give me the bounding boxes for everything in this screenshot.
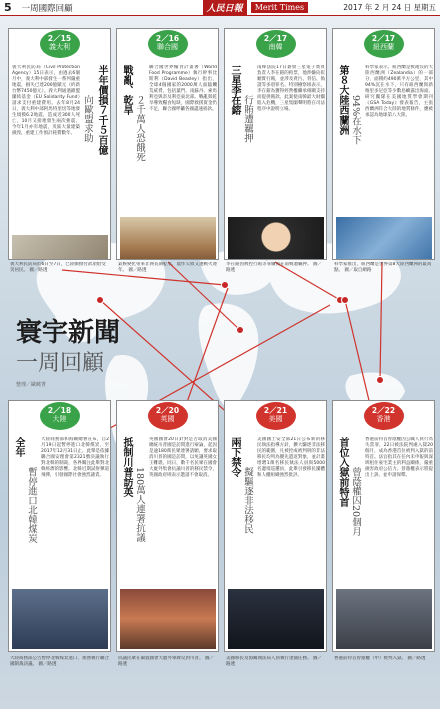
date-badge: 2／17 紐西蘭 [364,30,404,58]
date-badge: 2／20 英國 [148,402,188,430]
card-subheadline: ２千萬人恐餓死 [134,95,145,162]
date-badge: 2／18 大陸 [40,402,80,430]
card-body: 美國國土安全部21日公布新的移民執法指導方針，擴大驅逐非法移民的範圍，凡被控或被判刑的非法移民均列為優先遣返對象，並計畫增聘1萬名移民執法人員與5000名邊境巡邏員，此舉引發移民團體和人權組織強烈批評。 [257,437,325,478]
map-pin-usa [96,296,104,304]
merit-times-logo: Merit Times [251,2,308,13]
card-photo [336,589,432,649]
card-caption: 美國移民及海關執法局人員執行逮捕任務。 圖／路透 [226,656,322,667]
feature-subtitle: 一周回顧 [16,351,105,376]
card-body: 南韓法院17日簽發三星電子實質負責人李在鎔的拘票，他涉嫌向崔順實行賄，並涉及貪污、背信、偽證等多項罪名。特別檢察組表示，李在鎔為獲得經營權繼承相關支持而提供賄款。此案使南韓最大財團陷入危機，三星集團聲明將在司法程序中說明立場。 [257,65,325,112]
map-pin-africa [236,326,244,334]
map-pin-italy [221,281,229,289]
date-badge: 2／15 義大利 [40,30,80,58]
news-card-un [116,28,219,260]
map-pin-hongkong [341,296,349,304]
card-body: 英國國會20日針對是否取消美國總統川普國是訪問進行辯論，起因是逾180萬民眾連署請願，要求取消川普的國是訪問，以免讓英國女王難堪。同日，數千名民眾在國會大廈外集會抗議川普的移民禁令，英國政府則表示邀請不會取消。 [149,437,217,478]
card-body: 義大利民防局（Civil Protection Agency）15日表示，由過去6個月中，義大利中部發生一系列嚴重地震，損失已達200億歐元（約新台幣7450億元）。義大利通過歐盟團結基金（EU Solidarity Fund）請求支付重建費用。去年8月24日，義大利中部阿馬特里切等地發生規模6.2地震，造成近300人死亡，10月又接連發生兩次強震，今年1月亦有地震，災區大量建築損毀，重建工作預計耗費數年。 [12,65,80,136]
card-headline: 全年 [13,437,24,457]
news-card-newzealand [332,28,435,260]
news-card-usa [224,400,327,652]
card-subheadline: 行賄遭羈押 [242,95,253,143]
card-headline: 首位入獄前特首 [337,437,348,507]
card-headline: 三星李在鎔 [229,65,240,115]
card-headline: 半年價損７千５百億 [96,65,107,155]
card-subheadline: 向歐盟求助 [82,95,93,143]
card-caption: 香港前特首曾蔭權（中）被判入獄。 圖／路透 [334,656,426,661]
news-card-china [8,400,111,652]
date-badge: 2／22 香港 [364,402,404,430]
issue-date: 2017 年 2 月 24 日 星期五 [343,3,436,12]
news-card-hongkong [332,400,435,652]
card-headline: 戰亂、乾旱 [121,65,132,115]
section-title: 一周國際回顧 [21,3,73,14]
date-badge: 2／17 南韓 [256,30,296,58]
card-subheadline: 94%在水下 [350,95,361,145]
feature-editor: 整理／歐曉菁 [16,382,47,388]
card-caption: 氣候變化帶來非洲長期乾旱，農作欠收又逢戰火連年。 圖／路透 [118,262,217,273]
card-photo [228,217,324,260]
news-card-italy [8,28,111,260]
card-headline: 抵制川普訪英 [121,437,132,497]
page-number: 5 [4,1,12,14]
card-subheadline: 曾蔭權囚20個月 [350,467,361,537]
date-badge: 2／21 美國 [256,402,296,430]
card-subheadline: 180萬人連署抗議 [134,467,145,543]
card-photo [12,589,108,649]
card-body: 大陸商務部和海關總署宣布，自2月19日起暫停進口北韓煤炭，至2017年12月31日止。此舉是依據聯合國安理會第2321號決議執行對北韓的制裁，各界關注此舉對北韓經濟的影響。北韓近期試射彈道飛彈，引發國際社會強烈譴責。 [41,437,109,478]
card-subheadline: 擬驅逐非法移民 [242,467,253,534]
date-badge: 2／16 聯合國 [148,30,188,58]
map-pin-newzealand [376,376,384,384]
card-photo [120,589,216,649]
card-body: 科學家表示，紐西蘭是被淹沒的大陸西蘭洲（Zealandia）的一部分，面積約490萬平方公里，其中94%沉在水下，只有紐西蘭與新喀里多尼亞等少數島嶼露出海面。研究團隊在美國地質學會期刊《GSA Today》發表報告，主張西蘭洲符合大陸的地質條件，應被承認為地球第八大陸。 [365,65,433,118]
card-photo [336,217,432,260]
card-caption: 義大利民防局於6日至7日，已陸續撥付款項給受災居民。 圖／路透 [10,262,106,273]
news-card-uk [116,400,219,652]
card-caption: 大陸商務部公告暫停北韓煤炭進口，加強執行聯合國制裁決議。 圖／路透 [10,656,109,667]
card-headline: 第８大陸西蘭洲 [337,65,348,135]
card-photo [12,235,108,260]
news-card-korea [224,28,327,260]
card-photo [228,589,324,649]
card-subheadline: 暫停進口北韓煤炭 [26,467,37,543]
card-caption: 李在鎔因被控行賄等罪嫌而在南韓遭羈押。 圖／路透 [226,262,322,273]
card-body: 聯合國世界糧食計畫署（World Food Programme）執行幹事比斯利（David Beasley）指出，全球4個國家的2000萬人面臨饑荒威脅，包括葉門、南蘇丹、索馬利亞與奈及利亞東北部。戰亂與乾旱導致糧食短缺，國際救援資金仍不足，聯合國呼籲各國盡速捐款。 [149,65,217,112]
newspaper-logo: 人民日報 [203,0,247,15]
card-headline: 兩下禁令 [229,437,240,477]
card-caption: 抗議民眾在倫敦國會大廈外舉牌反對川普。 圖／路透 [118,656,214,667]
card-body: 香港前特首曾蔭權因公職人員行為失當罪，22日被法院判處入獄20個月，成為香港首位被判入獄的前特首。法官指其在任內未申報與深圳租住豪宅業主的利益關係，嚴重損害政府公信力。曾蔭權表示將提出上訴，並申請保釋。 [365,437,433,478]
card-caption: 科學家推出，紐西蘭是世界第8大陸西蘭洲的最高點。 圖／取自網路 [334,262,432,273]
feature-title: 寰宇新聞 [16,318,121,348]
card-photo [120,217,216,260]
